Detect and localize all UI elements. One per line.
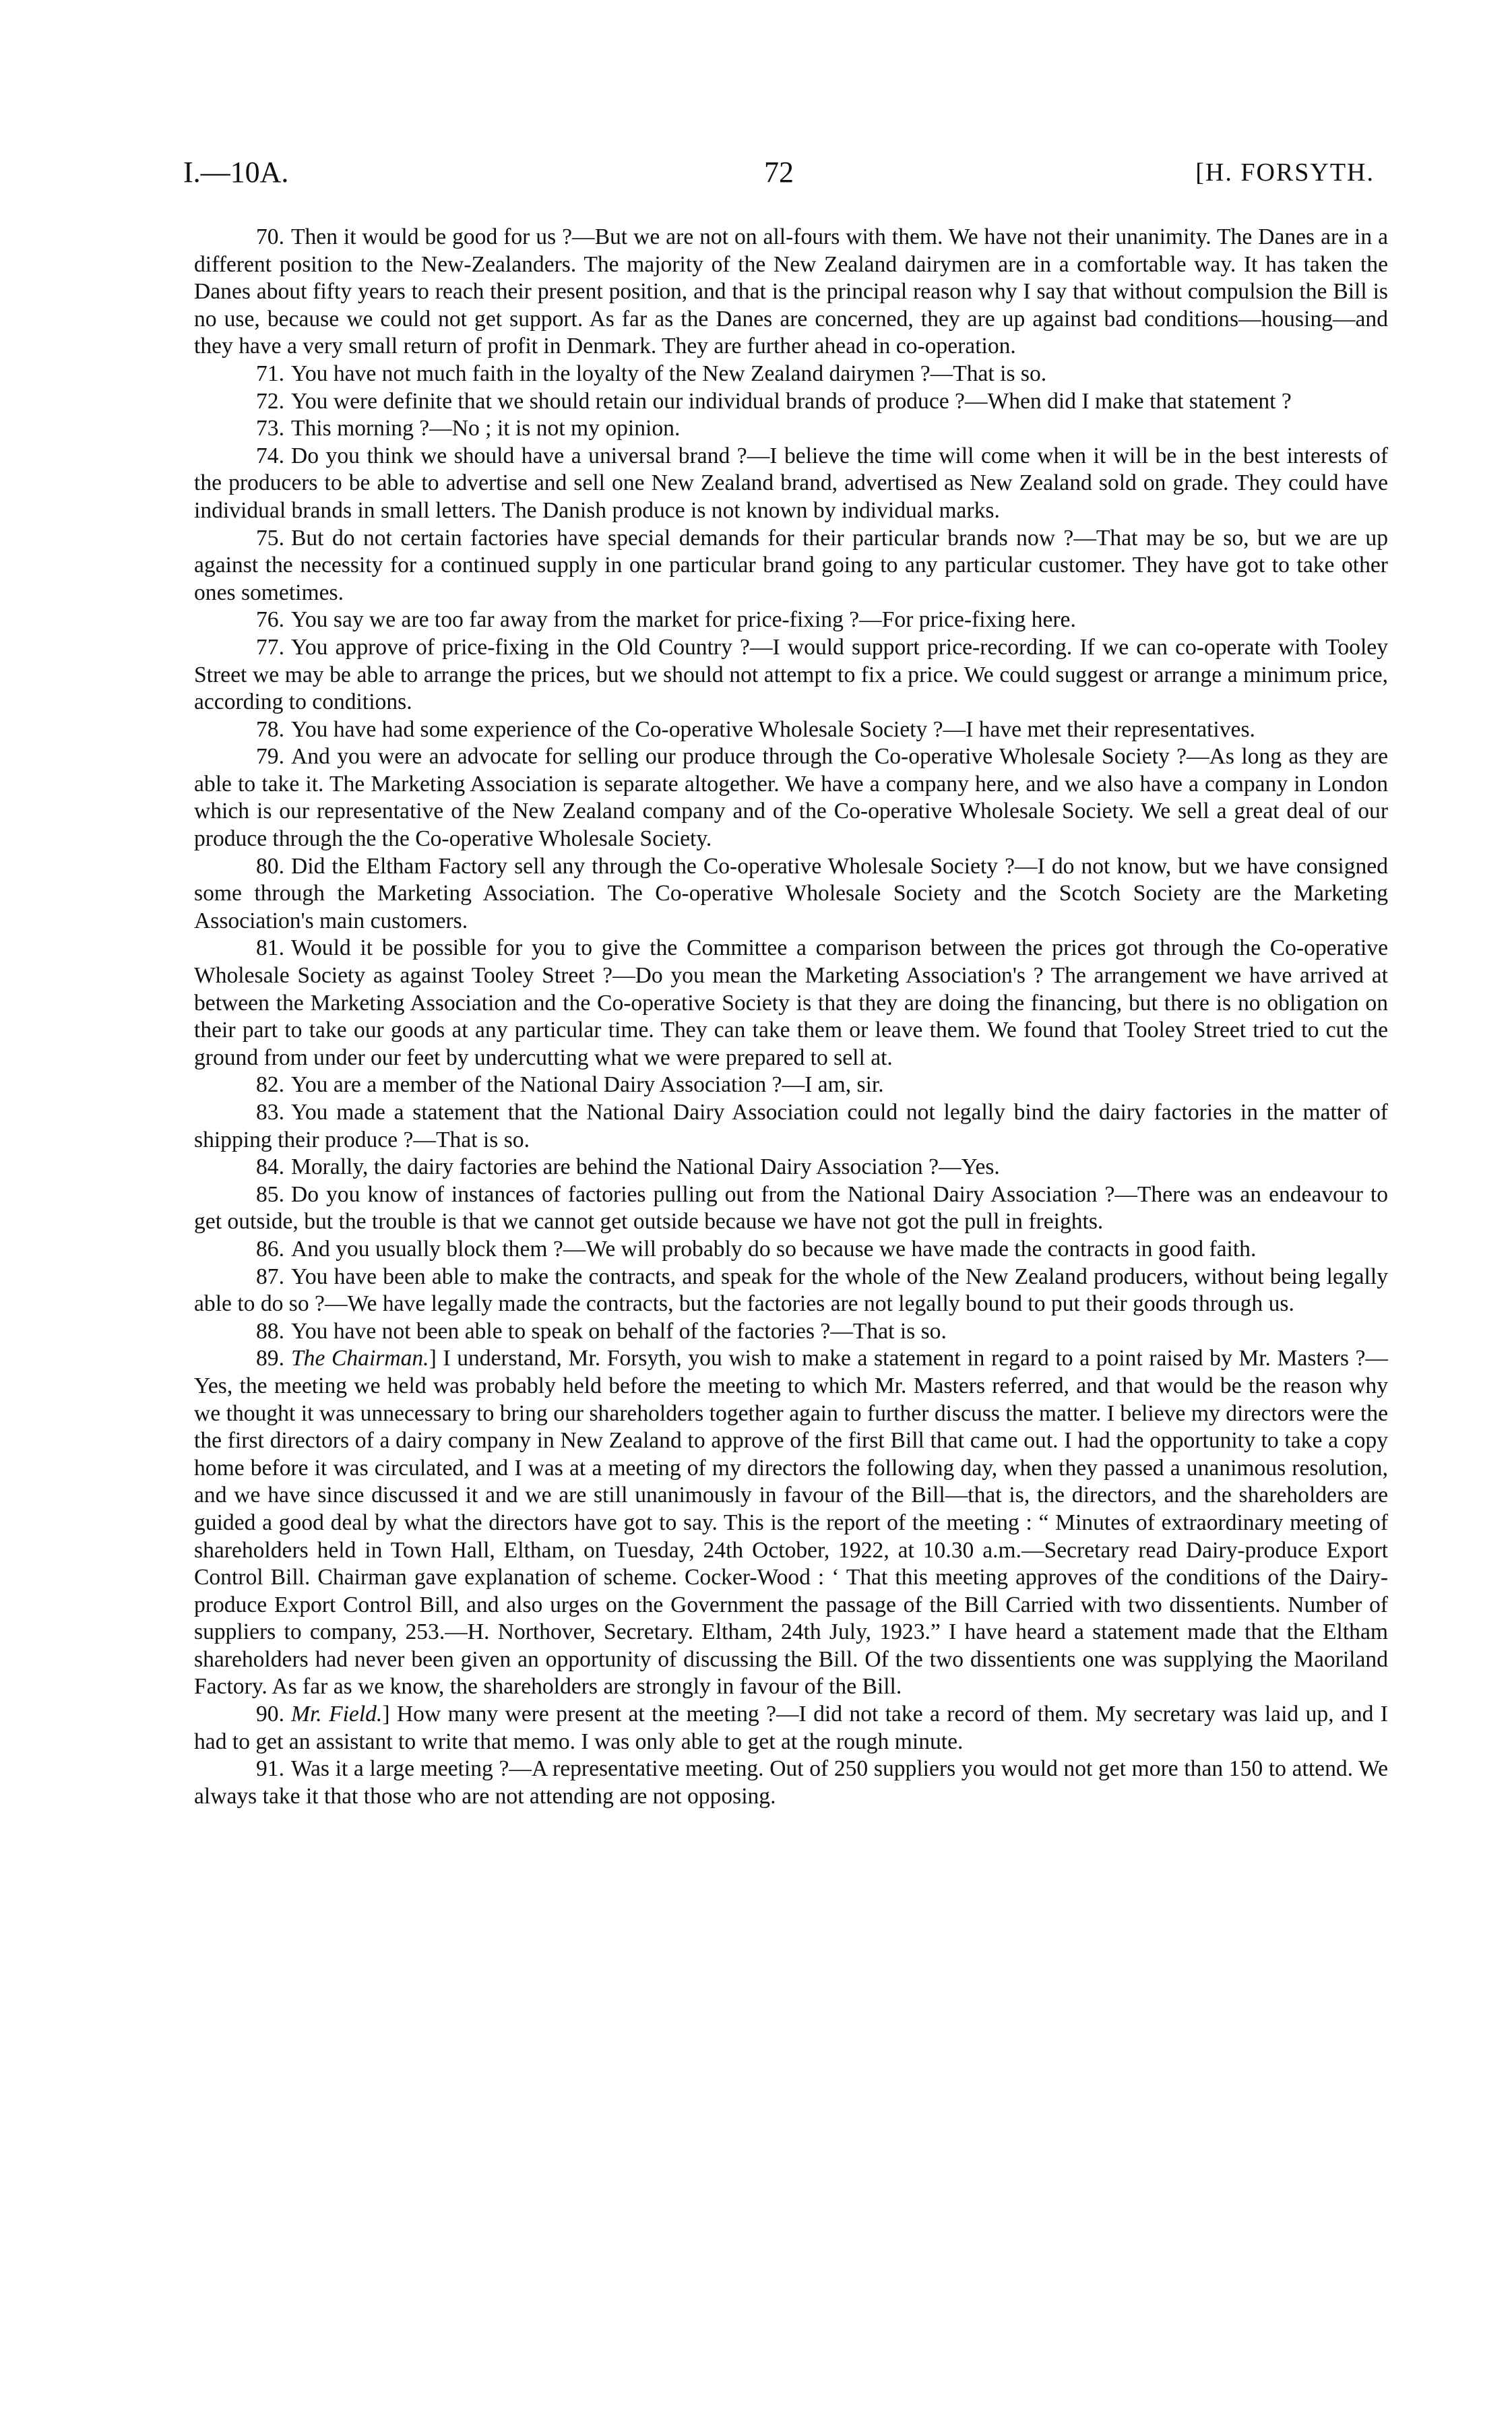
paragraph-number: 74. [256,443,284,468]
paragraph-number: 85. [256,1181,284,1207]
speaker-name: The Chairman. [290,1346,429,1371]
testimony-paragraph [194,935,1388,1072]
testimony-paragraph [194,1236,1388,1264]
paragraph-text: You approve of price-fixing in the Old Country ?—I would support price-recording. If we can co-operate with Tooley Street we may be able to arrange the prices, but we should not attempt to fix a price. We could suggest or arrange a minimum price, according to conditions. [194,634,1388,715]
testimony-paragraph [194,743,1388,852]
paragraph-text: You made a statement that the National Dairy Association could not legally bind the dairy factories in the matter of shipping their produce ?—That is so. [194,1100,1388,1152]
paragraph-text: ] How many were present at the meeting ?—I did not take a record of them. My secretary was laid up, and I had to get an assistant to write that memo. I was only able to get at the rough minute. [194,1702,1388,1754]
testimony-paragraph [194,1181,1388,1236]
paragraph-text: And you were an advocate for selling our produce through the Co-operative Wholesale Society ?—As long as they are able to take it. The Marketing Association is separate altogether. We have a company here, and we also have a company in London which is our representative of the New Zealand company and of the Co-operative Wholesale Society. We sell a great deal of our produce through the the Co-operative Wholesale Society. [194,744,1388,852]
paragraph-text: ] I understand, Mr. Forsyth, you wish to make a statement in regard to a point raised by Mr. Masters ?—Yes, the meeting we held was probably held before the meeting to which Mr. Masters referred, and that would be the reason why we thought it was unnecessary to bring our shareholders together again to further discuss the matter. I believe my directors were the the first directors of a dairy company in New Zealand to approve of the first Bill that came out. I had the opportunity to take a copy home before it was circulated, and I was at a meeting of my directors the following day, when they passed a unanimous resolution, and we have since discussed it and we are still unanimously in favour of the Bill—that is, the directors, and the shareholders are guided a good deal by what the directors have got to say. This is the report of the meeting : “ Minutes of extraordinary meeting of shareholders held in Town Hall, Eltham, on Tuesday, 24th October, 1922, at 10.30 a.m.—Secretary read Dairy-produce Export Control Bill. Chairman gave explanation of scheme. Cocker-Wood : ‘ That this meeting approves of the conditions of the Dairy-produce Export Control Bill, and also urges on the Government the passage of the Bill Carried with two dissentients. Number of suppliers to company, 253.—H. Northover, Secretary. Eltham, 24th July, 1923.” I have heard a statement made that the Eltham shareholders had never been given an opportunity of discussing the Bill. Of the two dissentients one was supplying the Maoriland Factory. As far as we know, the shareholders are strongly in favour of the Bill. [194,1346,1388,1700]
paragraph-text: Do you think we should have a universal brand ?—I believe the time will come when it will be in the best interests of the producers to be able to advertise and sell one New Zealand brand, advertised as New Zealand sold on grade. They could have individual brands in small letters. The Danish produce is not known by individual marks. [194,443,1388,523]
paragraph-number: 88. [256,1318,284,1344]
paragraph-text: You have not been able to speak on behalf of the factories ?—That is so. [290,1318,947,1344]
paragraph-number: 89. [256,1346,284,1371]
testimony-paragraph [194,1154,1388,1181]
paragraph-number: 86. [256,1236,284,1262]
paragraph-number: 72. [256,388,284,414]
paragraph-number: 90. [256,1702,284,1727]
page-number: 72 [764,156,794,189]
paragraph-number: 83. [256,1100,284,1125]
paragraph-number: 73. [256,416,284,441]
page-header [183,152,1375,193]
paragraph-number: 79. [256,744,284,770]
testimony-paragraph [194,1264,1388,1318]
paragraph-text: Do you know of instances of factories pulling out from the National Dairy Association ?—There was an endeavour to get outside, but the trouble is that we cannot get outside because we have not got the pull in freights. [194,1181,1388,1235]
paragraph-number: 91. [256,1756,284,1782]
paragraph-number: 71. [256,361,284,386]
testimony-paragraph [194,1099,1388,1154]
paragraph-number: 84. [256,1154,284,1180]
paragraph-text: You are a member of the National Dairy Association ?—I am, sir. [290,1072,884,1098]
paragraph-text: Then it would be good for us ?—But we are not on all-fours with them. We have not their unanimity. The Danes are in a different position to the New-Zealanders. The majority of the New Zealand dairymen are in a comfortable way. It has taken the Danes about fifty years to reach their present position, and that is the principal reason why I say that without compulsion the Bill is no use, because we could not get support. As far as the Danes are concerned, they are up against bad conditions—housing—and they have a very small return of profit in Denmark. They are further ahead in co-operation. [194,224,1388,359]
testimony-paragraph [194,607,1388,634]
paragraph-number: 70. [256,224,284,249]
paragraph-text: You have been able to make the contracts, and speak for the whole of the New Zealand producers, without being legally able to do so ?—We have legally made the contracts, but the factories are not legally bound to put their goods through us. [194,1264,1388,1317]
paragraph-text: You were definite that we should retain our individual brands of produce ?—When did I make that statement ? [290,388,1292,414]
paragraph-text: Would it be possible for you to give the Committee a comparison between the prices got through the Co-operative Wholesale Society as against Tooley Street ?—Do you mean the Marketing Association's ? The arrangement we have arrived at between the Marketing Association and the Co-operative Society is that they are doing the financing, but there is no obligation on their part to take our goods at any particular time. They can take them or leave them. We found that Tooley Street tried to cut the ground from under our feet by undercutting what we were prepared to sell at. [194,935,1388,1070]
paragraph-number: 76. [256,607,284,633]
testimony-paragraph [194,1756,1388,1810]
paragraph-number: 77. [256,634,284,660]
paragraph-text: Was it a large meeting ?—A representative meeting. Out of 250 suppliers you would not get more than 150 to attend. We always take it that those who are not attending are not opposing. [194,1756,1388,1809]
testimony-paragraph [194,853,1388,935]
document-reference: I.—10A. [183,156,289,189]
testimony-paragraph [194,443,1388,525]
paragraph-text: Morally, the dairy factories are behind the National Dairy Association ?—Yes. [290,1154,1000,1180]
testimony-paragraph [194,1318,1388,1346]
testimony-paragraph [194,1072,1388,1099]
paragraph-number: 81. [256,935,284,961]
paragraph-number: 87. [256,1264,284,1289]
paragraph-number: 75. [256,525,284,551]
speaker-name: Mr. Field. [290,1702,383,1727]
testimony-paragraph [194,634,1388,716]
testimony-paragraph [194,525,1388,607]
paragraph-text: You say we are too far away from the market for price-fixing ?—For price-fixing here. [290,607,1076,633]
testimony-paragraph [194,1701,1388,1756]
paragraph-number: 80. [256,853,284,879]
paragraph-text: You have had some experience of the Co-operative Wholesale Society ?—I have met their representatives. [290,716,1255,742]
testimony-paragraph [194,224,1388,361]
paragraph-text: This morning ?—No ; it is not my opinion. [290,416,681,441]
paragraph-number: 78. [256,716,284,742]
paragraph-number: 82. [256,1072,284,1098]
testimony-paragraph [194,415,1388,443]
paragraph-text: But do not certain factories have special demands for their particular brands now ?—That may be so, but we are up against the necessity for a continued supply in one particular brand going to any particular customer. They have got to take other ones sometimes. [194,525,1388,605]
testimony-paragraph [194,1345,1388,1701]
paragraph-text: Did the Eltham Factory sell any through the Co-operative Wholesale Society ?—I do not know, but we have consigned some through the Marketing Association. The Co-operative Wholesale Society and the Scotch Society are the Marketing Association's main customers. [194,853,1388,933]
paragraph-text: And you usually block them ?—We will probably do so because we have made the contracts in good faith. [290,1236,1257,1262]
witness-name: [H. FORSYTH. [1195,158,1375,187]
testimony-paragraph [194,716,1388,744]
testimony-paragraph [194,361,1388,388]
testimony-paragraph [194,388,1388,416]
paragraph-text: You have not much faith in the loyalty of the New Zealand dairymen ?—That is so. [290,361,1047,386]
testimony-body [194,224,1388,1810]
